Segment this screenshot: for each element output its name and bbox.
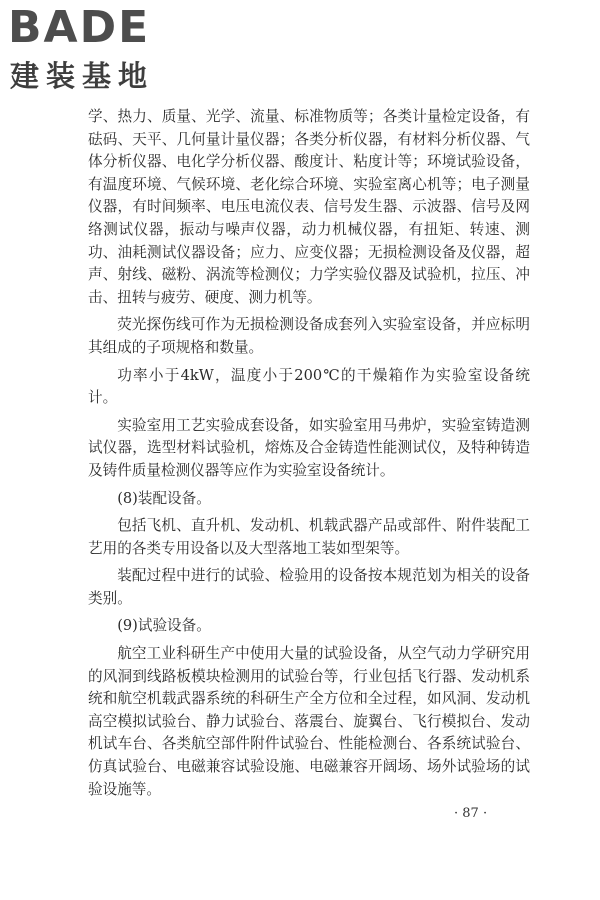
paragraph-assembly-test-equipment: 装配过程中进行的试验、检验用的设备按本规范划为相关的设备类别。 xyxy=(88,567,530,607)
paragraph-instrument-list: 学、热力、质量、光学、流量、标准物质等；各类计量检定设备，有砝码、天平、几何量计量仪器；各类分析仪器，有材料分析仪器、气体分析仪器、电化学分析仪器、酸度计、粘度计等；环境试验设备，有温度环境、气候环境、老化综合环境、实验室离心机等；电子测量仪器，有时间频率、电压电流仪表、信号发生器、示波器、信号及网络测试仪器，振动与噪声仪器，动力机械仪器，有扭矩、转速、测功、油耗测试仪器设备；应力、应变仪器；无损检测设备及仪器，超声、射线、磁粉、涡流等检测仪；力学实验仪器及试验机，拉压、冲击、扭转与疲劳、硬度、测力机等。 xyxy=(88,108,530,306)
logo-wordmark: BADE xyxy=(8,2,151,53)
page-number: · 87 · xyxy=(454,806,488,821)
bade-logo xyxy=(8,4,178,96)
logo-subtitle: 建装基地 xyxy=(10,59,155,93)
paragraph-fluorescent-inspection: 荧光探伤线可作为无损检测设备成套列入实验室设备，并应标明其组成的子项规格和数量。 xyxy=(88,316,530,356)
paragraph-test-equipment-scope: 航空工业科研生产中使用大量的试验设备，从空气动力学研究用的风洞到线路板模块检测用的试验台等，行业包括飞行器、发动机系统和航空机载武器系统的科研生产全方位和全过程，如风洞、发动机高空模拟试验台、静力试验台、落震台、旋翼台、飞行模拟台、发动机试车台、各类航空部件附件试验台、性能检测台、各系统试验台、仿真试验台、电磁兼容试验设施、电磁兼容开阔场、场外试验场的试验设施等。 xyxy=(88,645,530,798)
document-body xyxy=(88,106,530,806)
section-heading-assembly-equipment: (8)装配设备。 xyxy=(117,489,211,507)
paragraph-process-lab-equipment: 实验室用工艺实验成套设备，如实验室用马弗炉，实验室铸造测试仪器，选型材料试验机，熔炼及合金铸造性能测试仪，及特种铸造及铸件质量检测仪器等应作为实验室设备统计。 xyxy=(88,416,530,479)
paragraph-drying-oven: 功率小于4kW，温度小于200℃的干燥箱作为实验室设备统计。 xyxy=(88,366,530,407)
paragraph-assembly-scope: 包括飞机、直升机、发动机、机载武器产品或部件、附件装配工艺用的各类专用设备以及大型落地工装如型架等。 xyxy=(88,517,530,557)
section-heading-test-equipment: (9)试验设备。 xyxy=(117,617,211,635)
